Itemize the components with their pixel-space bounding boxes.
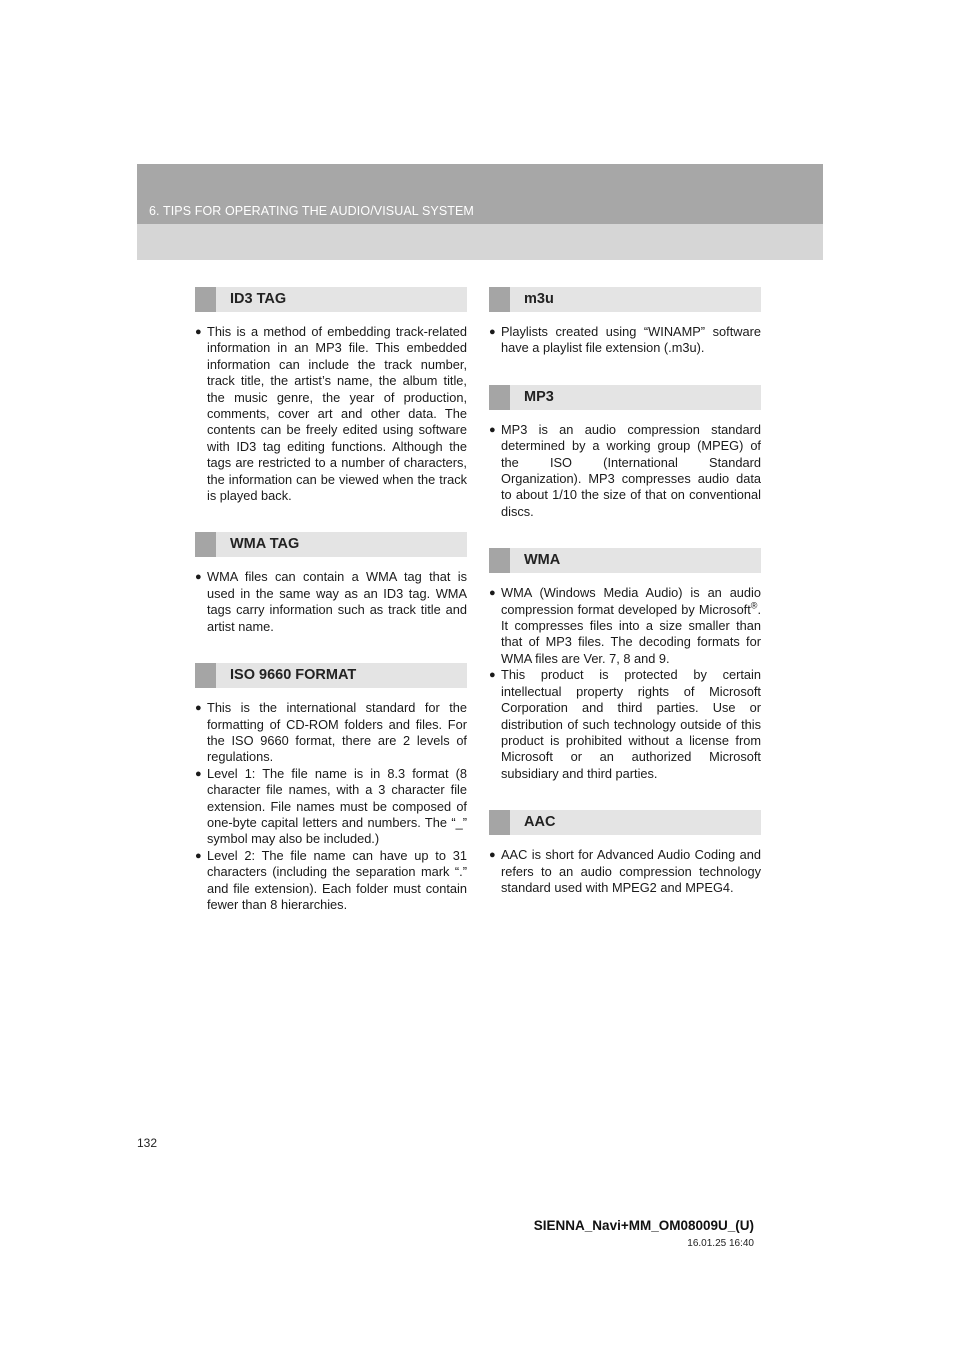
bullet-icon: ● [489,423,496,436]
section-marker-icon [195,532,216,557]
page-number: 132 [137,1136,158,1150]
section-header-mp3 [489,385,761,410]
bullet-icon: ● [195,326,202,338]
section-header-iso-9660 [195,663,467,688]
bullet-icon: ● [489,669,496,682]
section-title: AAC [524,814,556,831]
section-title: WMA TAG [230,536,300,553]
list-item: ● MP3 is an audio compression standard determined by a working group (MPEG) of the ISO (International Standard Organization). MP3 compresses audio data to about 1/10 the size of that on conventional discs. [489,421,761,519]
wma-tag-list [195,569,467,635]
section-header-aac [489,810,761,835]
mp3-list [489,422,761,520]
aac-list [489,847,761,896]
wma-list [489,585,761,782]
iso-9660-list [195,700,467,913]
section-header-wma [489,548,761,573]
list-item: ● Level 2: The file name can have up to 31 characters (including the separation mark “.” and file extension). Each folder must contain fewer than 8 hierarchies. [195,847,467,912]
bullet-icon: ● [489,326,496,338]
bullet-icon: ● [195,767,202,780]
section-title: MP3 [524,388,554,405]
print-datetime: 16.01.25 16:40 [687,1238,754,1249]
bullet-icon: ● [489,587,496,600]
bullet-icon: ● [195,571,202,584]
chapter-header-bar [137,164,823,224]
section-header-m3u [489,287,761,312]
registered-mark: ® [750,600,758,611]
bullet-icon: ● [489,849,496,862]
section-marker-icon [489,287,510,312]
list-item: ● WMA (Windows Media Audio) is an audio compression format developed by Microsoft®. It compresses files into a size smaller than that of MP3 files. The decoding formats for WMA files are Ver. 7, 8 and 9. [489,585,761,666]
section-marker-icon [195,287,216,312]
section-marker-icon [489,548,510,573]
section-marker-icon [489,385,510,410]
section-title: m3u [524,291,554,307]
left-column [195,287,467,941]
list-item: ● AAC is short for Advanced Audio Coding and refers to an audio compression technology standard used with MPEG2 and MPEG4. [489,847,761,895]
list-item: ● Playlists created using “WINAMP” software have a playlist file extension (.m3u). [489,324,761,356]
m3u-list [489,324,761,357]
bullet-icon: ● [195,849,202,862]
section-title: ISO 9660 FORMAT [230,667,357,684]
chapter-title: 6. TIPS FOR OPERATING THE AUDIO/VISUAL SYSTEM [149,204,474,218]
section-header-wma-tag [195,532,467,557]
list-item: ● This product is protected by certain intellectual property rights of Microsoft Corporation and third parties. Use or distribution of such technology outside of this product is prohibited without a license from Microsoft or an authorized Microsoft subsidiary and third parties. [489,667,761,781]
section-marker-icon [489,810,510,835]
list-item: ● This is a method of embedding track-related information in an MP3 file. This embedded information can include the track number, track title, the artist’s name, the album title, the music genre, the year of production, comments, cover art and other data. The contents can be freely edited using software with ID3 tag editing functions. Although the tags are restricted to a number of characters, the information can be viewed when the track is played back. [195,324,467,504]
section-marker-icon [195,663,216,688]
list-item: ● WMA files can contain a WMA tag that is used in the same way as an ID3 tag. WMA tags carry information such as track title and artist name. [195,569,467,634]
section-title: WMA [524,552,561,569]
right-column [489,287,761,924]
list-item: ● This is the international standard for the formatting of CD-ROM folders and files. For the ISO 9660 format, there are 2 levels of regulations. [195,700,467,765]
list-item: ● Level 1: The file name is in 8.3 format (8 character file names, with a 3 character file extension. File names must be composed of one-byte capital letters and numbers. The “_” symbol may also be included.) [195,765,467,847]
section-title: ID3 TAG [230,291,287,307]
bullet-icon: ● [195,702,202,715]
document-code: SIENNA_Navi+MM_OM08009U_(U) [533,1218,754,1233]
id3-tag-list [195,324,467,504]
chapter-header-subbar [137,224,823,260]
section-header-id3-tag [195,287,467,312]
